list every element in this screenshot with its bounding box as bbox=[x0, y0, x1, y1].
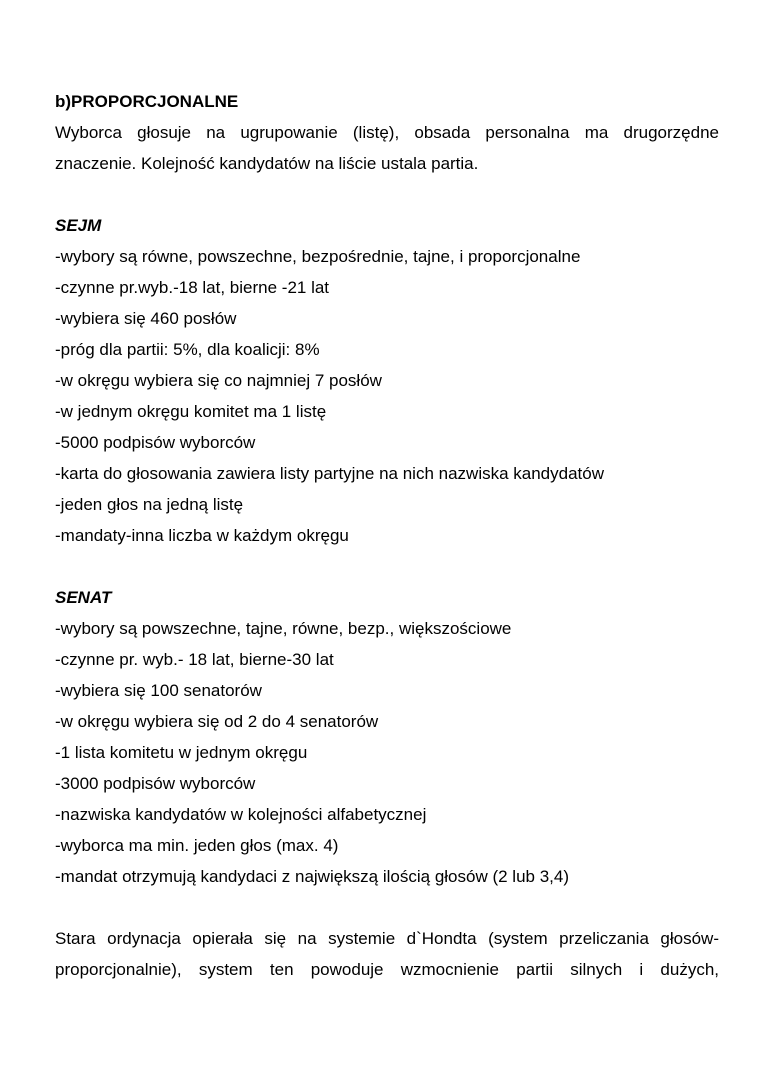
list-item: -3000 podpisów wyborców bbox=[55, 774, 256, 793]
list-item: -mandaty-inna liczba w każdym okręgu bbox=[55, 526, 349, 545]
list-item: -w jednym okręgu komitet ma 1 listę bbox=[55, 402, 327, 421]
list-item: -czynne pr.wyb.-18 lat, bierne -21 lat bbox=[55, 278, 330, 297]
spacer bbox=[55, 179, 719, 210]
spacer bbox=[55, 551, 719, 582]
list-item: -wybory są powszechne, tajne, równe, bezp., większościowe bbox=[55, 619, 512, 638]
sejm-list bbox=[55, 241, 719, 551]
list-item: -1 lista komitetu w jednym okręgu bbox=[55, 743, 308, 762]
sejm-title: SEJM bbox=[55, 216, 102, 235]
list-item: -w okręgu wybiera się co najmniej 7 posłów bbox=[55, 371, 382, 390]
intro-paragraph: Wyborca głosuje na ugrupowanie (listę), obsada personalna ma drugorzędne znaczenie. Kolejność kandydatów na liście ustala partia. bbox=[55, 123, 719, 173]
document-page bbox=[55, 86, 719, 985]
closing-paragraph: Stara ordynacja opierała się na systemie d`Hondta (system przeliczania głosów-proporcjonalnie), system ten powoduje wzmocnienie partii silnych i dużych, bbox=[55, 929, 719, 979]
section-heading-proporcjonalne: b)PROPORCJONALNE bbox=[55, 92, 239, 111]
list-item: -próg dla partii: 5%, dla koalicji: 8% bbox=[55, 340, 320, 359]
senat-title: SENAT bbox=[55, 588, 112, 607]
list-item: -wyborca ma min. jeden głos (max. 4) bbox=[55, 836, 339, 855]
list-item: -jeden głos na jedną listę bbox=[55, 495, 244, 514]
spacer bbox=[55, 892, 719, 923]
list-item: -wybiera się 100 senatorów bbox=[55, 681, 262, 700]
list-item: -karta do głosowania zawiera listy partyjne na nich nazwiska kandydatów bbox=[55, 464, 605, 483]
list-item: -czynne pr. wyb.- 18 lat, bierne-30 lat bbox=[55, 650, 334, 669]
list-item: -w okręgu wybiera się od 2 do 4 senatorów bbox=[55, 712, 379, 731]
list-item: -mandat otrzymują kandydaci z największą ilością głosów (2 lub 3,4) bbox=[55, 867, 570, 886]
list-item: -wybiera się 460 posłów bbox=[55, 309, 237, 328]
list-item: -wybory są równe, powszechne, bezpośrednie, tajne, i proporcjonalne bbox=[55, 247, 581, 266]
list-item: -nazwiska kandydatów w kolejności alfabetycznej bbox=[55, 805, 427, 824]
senat-list bbox=[55, 613, 719, 892]
list-item: -5000 podpisów wyborców bbox=[55, 433, 256, 452]
